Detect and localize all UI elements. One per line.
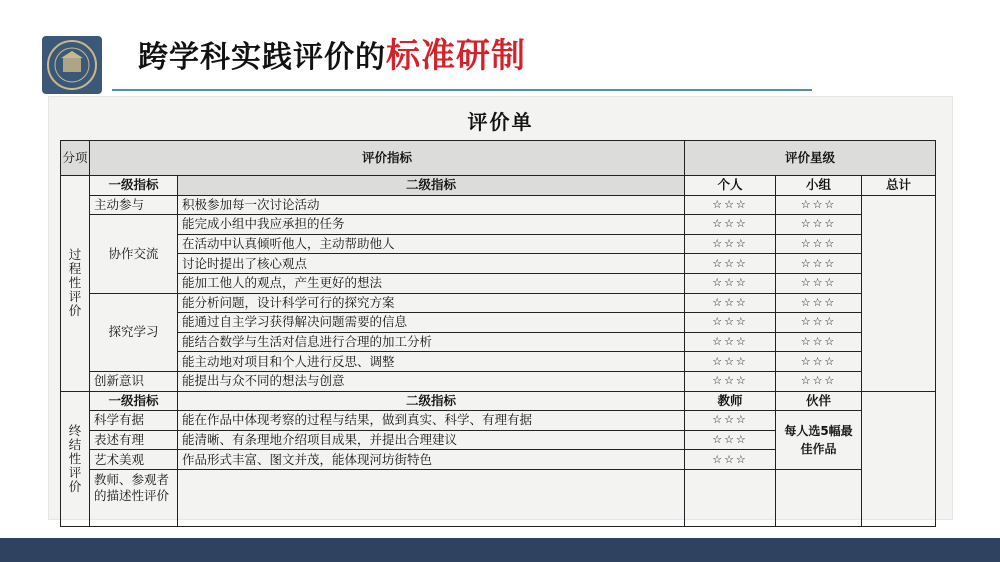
level2-cell: 能分析问题，设计科学可行的探究方案 [178, 293, 685, 313]
level2-cell: 能提出与众不同的想法与创意 [178, 371, 685, 391]
group-stars: ☆☆☆ [776, 293, 862, 313]
level1-cell: 协作交流 [90, 215, 178, 293]
level1-cell: 主动参与 [90, 195, 178, 215]
individual-stars: ☆☆☆ [685, 234, 776, 254]
level2-cell: 能通过自主学习获得解决问题需要的信息 [178, 313, 685, 333]
teacher-header: 教师 [685, 391, 776, 411]
total-cell [862, 195, 936, 391]
individual-stars: ☆☆☆ [685, 332, 776, 352]
level2-cell: 作品形式丰富、图文并茂，能体现河坊街特色 [178, 450, 685, 470]
group-stars: ☆☆☆ [776, 254, 862, 274]
individual-header: 个人 [685, 176, 776, 196]
descriptive-teacher-cell [685, 469, 776, 526]
group-stars: ☆☆☆ [776, 195, 862, 215]
level2-cell: 积极参加每一次讨论活动 [178, 195, 685, 215]
level2-cell: 讨论时提出了核心观点 [178, 254, 685, 274]
total-cell [862, 391, 936, 526]
level2-header: 二级指标 [178, 176, 685, 196]
title-prefix: 跨学科实践评价的 [138, 40, 386, 75]
individual-stars: ☆☆☆ [685, 352, 776, 372]
level2-cell: 能结合数学与生活对信息进行合理的加工分析 [178, 332, 685, 352]
group-stars: ☆☆☆ [776, 332, 862, 352]
level1-cell: 艺术美观 [90, 450, 178, 470]
individual-stars: ☆☆☆ [685, 195, 776, 215]
group-stars: ☆☆☆ [776, 352, 862, 372]
individual-stars: ☆☆☆ [685, 215, 776, 235]
individual-stars: ☆☆☆ [685, 273, 776, 293]
descriptive-peer-cell [776, 469, 862, 526]
level1-header: 一级指标 [90, 176, 178, 196]
descriptive-evaluation-label: 教师、参观者的描述性评价 [90, 469, 178, 526]
level2-cell: 能完成小组中我应承担的任务 [178, 215, 685, 235]
final-evaluation-label: 终结性评价 [61, 391, 90, 526]
group-stars: ☆☆☆ [776, 313, 862, 333]
group-stars: ☆☆☆ [776, 215, 862, 235]
title-underline [112, 89, 812, 91]
school-emblem-icon [46, 39, 98, 91]
group-header: 小组 [776, 176, 862, 196]
title-highlight: 标准研制 [386, 36, 526, 76]
individual-stars: ☆☆☆ [685, 254, 776, 274]
level1-header: 一级指标 [90, 391, 178, 411]
teacher-stars: ☆☆☆ [685, 430, 776, 450]
level1-cell: 表述有理 [90, 430, 178, 450]
level2-cell: 能主动地对项目和个人进行反思、调整 [178, 352, 685, 372]
total-header: 总计 [862, 176, 936, 196]
level2-header: 二级指标 [178, 391, 685, 411]
footer-band [0, 538, 1000, 562]
group-stars: ☆☆☆ [776, 273, 862, 293]
evaluation-table [60, 140, 936, 527]
col-category-header: 分项 [61, 141, 90, 176]
level2-cell: 能清晰、有条理地介绍项目成果，并提出合理建议 [178, 430, 685, 450]
individual-stars: ☆☆☆ [685, 371, 776, 391]
level1-cell: 探究学习 [90, 293, 178, 371]
sheet-title: 评价单 [467, 110, 534, 134]
level2-cell: 能在作品中体现考察的过程与结果，做到真实、科学、有理有据 [178, 411, 685, 431]
process-evaluation-label: 过程性评价 [61, 176, 90, 392]
level2-cell: 在活动中认真倾听他人，主动帮助他人 [178, 234, 685, 254]
page-title [138, 28, 526, 80]
col-rating-header: 评价星级 [685, 141, 936, 176]
col-indicators-header: 评价指标 [90, 141, 685, 176]
level1-cell: 创新意识 [90, 371, 178, 391]
teacher-stars: ☆☆☆ [685, 411, 776, 431]
group-stars: ☆☆☆ [776, 234, 862, 254]
individual-stars: ☆☆☆ [685, 313, 776, 333]
teacher-stars: ☆☆☆ [685, 450, 776, 470]
group-stars: ☆☆☆ [776, 371, 862, 391]
school-logo [42, 36, 102, 94]
level2-cell: 能加工他人的观点，产生更好的想法 [178, 273, 685, 293]
descriptive-evaluation-area [178, 469, 685, 526]
individual-stars: ☆☆☆ [685, 293, 776, 313]
peer-note: 每人选5幅最佳作品 [776, 411, 862, 470]
level1-cell: 科学有据 [90, 411, 178, 431]
peer-header: 伙伴 [776, 391, 862, 411]
